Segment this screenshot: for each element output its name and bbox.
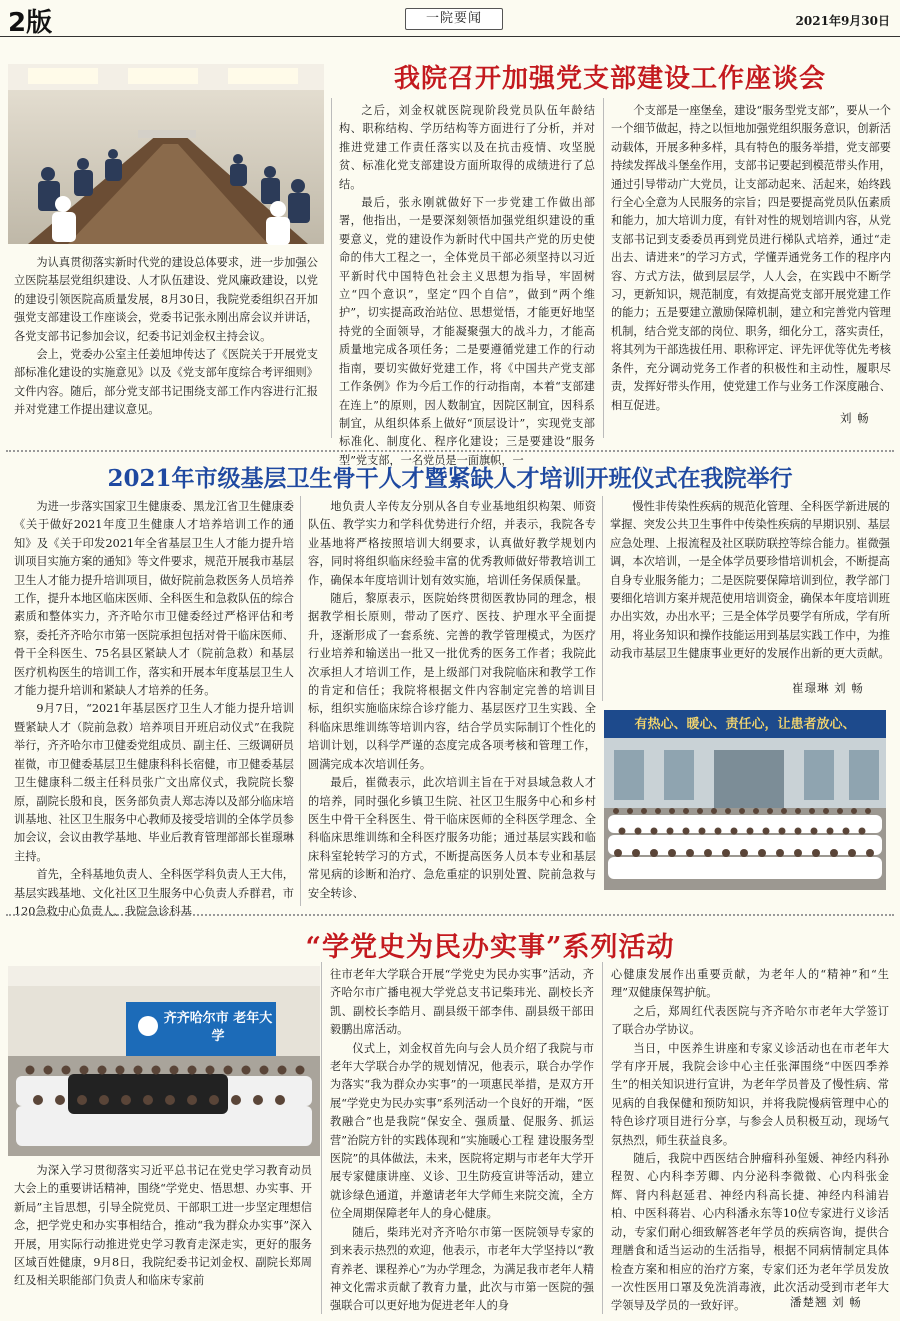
article3-author: 潘楚翘 刘 畅 [790, 1295, 862, 1309]
article2-col2-para: 地负责人辛传友分别从各自专业基地组织构架、师资队伍、教学实力和学科优势进行介绍，并表示，我院各专业基地将严格按照培训大纲要求，认真做好教学规划内容，同时将组织临床经验丰富的优秀教师做好带教培训工作，确保本年度培训计划有效实施，培训任务保质保量。 [308, 500, 596, 587]
university-sign-text: 齐齐哈尔市 老年大学 [163, 1011, 273, 1044]
article1-col1-para: 为认真贯彻落实新时代党的建设总体要求，进一步加强公立医院基层党组织建设、人才队伍建设、党风廉政建设，以党的建设引领医院高质量发展，8月30日，我院党委组织召开加强党支部建设工作座谈会，党委书记张永刚出席会议并讲话，各党支部书记参加会议，纪委书记刘金权主持会议。 [14, 256, 318, 343]
col-divider [300, 496, 301, 906]
article3-col2 [330, 966, 594, 1314]
article3-col1-para: 为深入学习贯彻落实习近平总书记在党史学习教育动员大会上的重要讲话精神，围绕“学党史、悟思想、办实事、开新局”主旨思想，引导全院党员、干部职工进一步坚定理想信念，把学党史和办实事相结合，推动“我为群众办实事”深入开展，用实际行动推进党史学习教育走深走实，更好的服务区域百姓健康，9月8日，我院纪委书记刘金权、副院长郑周红及相关职能部门负责人和临床专家前 [14, 1164, 312, 1288]
article1-col1 [14, 254, 318, 444]
article2-col1-para: 9月7日，“2021年基层医疗卫生人才能力提升培训暨紧缺人才（院前急救）培养项目开班启动仪式”在我院举行，齐齐哈尔市卫健委党组成员、副主任、三级调研员崔微，市卫健委基层卫生健康科科长宿健，市卫健委基层卫生健康科二级主任科员张广文出席仪式，我院院长黎原，副院长殷和良，医务部负责人郑志涛以及部分临床培训基地、社区卫生服务中心教师及接受培训的全体学员参加会议，会议由教学基地、毕业后教育管理部部长崔璟琳主持。 [14, 702, 294, 863]
header-rule [0, 36, 900, 37]
article2-col3 [610, 498, 890, 678]
article2-col2 [308, 498, 596, 906]
article3-col3-para: 之后，郑周红代表医院与齐齐哈尔市老年大学签订了联合办学协议。 [611, 1004, 889, 1037]
article2-author: 崔璟琳 刘 畅 [792, 681, 864, 695]
article3-col2-para: 仪式上，刘金权首先向与会人员介绍了我院与市老年大学联合办学的规划情况，他表示，联合办学作为落实“我为群众办实事”的一项惠民举措，是双方开展“学党史为民办实事”系列活动一个良好的开端，“医教融合”也是我院“保安全、强质量、促服务、抓运营”治院方针的实践体现和“实施暖心工程 建设服务型医院”的具体做法，未来，医院将定期与市老年大学开展专家健康讲座、义诊、卫生防疫宣讲等活动，建立就诊绿色通道，并邀请老年大学师生来院交流，全方位全周期保障老年人的身心健康。 [330, 1041, 594, 1221]
article2-col1-para: 首先，全科基地负责人、全科医学科负责人王大伟，基层实践基地、文化社区卫生服务中心负责人乔群君，市120急救中心负责人、我院急诊科基 [14, 868, 294, 918]
article2-col2-para: 随后，黎原表示，医院始终贯彻医教协同的理念，根据教学相长原则，带动了医疗、医技、护理水平全面提升，逐渐形成了一套系统、完善的教学管理模式，为医疗行业培养和输送出一批又一批优秀的医务工作者；我院此次承担人才培训工作，是上级部门对我院临床和教学工作的肯定和信任；我院将根据文件内容制定完善的培训目标，组织实施临床综合诊疗能力、基层医疗卫生实践、全科临床思维训练等培训内容，结合学员实际制订个性化的培训计划，以科学严谨的态度完成各项考核和管理工作，圆满完成本次培训任务。 [308, 592, 596, 771]
article1-col1-para: 会上，党委办公室主任姜旭坤传达了《医院关于开展党支部标准化建设的实施意见》以及《党支部年度综合考评细则》文件内容。随后，部分党支部书记围绕支部工作内容进行汇报并对党建工作提出建议意见。 [14, 348, 318, 417]
issue-date: 2021年9月30日 [795, 14, 890, 28]
article1-col2-para: 之后，刘金权就医院现阶段党员队伍年龄结构、职称结构、学历结构等方面进行了分析，并对推进党建工作责任落实以及在抗击疫情、攻坚脱贫、标准化党支部建设方面所取得的成绩进行了总结。 [339, 104, 595, 191]
article3-col3-para: 当日，中医养生讲座和专家义诊活动也在市老年大学有序开展，我院会诊中心主任张渾围绕“中医四季养生”的相关知识进行宣讲，为老年学员普及了慢性病、常见病的自我保健和预防知识，并将我院慢病管理中心的特色诊疗项目进行分享，与参会人员积极互动，现场气氛热烈，师生获益良多。 [611, 1041, 889, 1147]
col-divider [602, 496, 603, 701]
article1-title: 我院召开加强党支部建设工作座谈会 [393, 64, 826, 94]
article2-col1-para: 为进一步落实国家卫生健康委、黑龙江省卫生健康委《关于做好2021年度卫生健康人才培养培训工作的通知》及《关于印发2021年全省基层卫生人才能力提升培训项目实施方案的通知》等文件要求，规范开展我市基层卫生人才能力提升培训项目，做好院前急救医务人员培养工作，提升本地区临床医师、全科医生和急救队伍的综合素质和整体实力，齐齐哈尔市卫健委经过严格评估和考察，委托齐齐哈尔市第一医院承担包括对骨干临床医师、骨干全科医生、75名县区紧缺人才（院前急救）和基层医疗机构医生的培训工作，落实和开展本年度基层卫生人才能力提升培训和紧缺人才培养的任务。 [14, 500, 294, 698]
meeting-photo [8, 64, 324, 244]
article3-col2-para: 随后，柴玮光对齐齐哈尔市第一医院领导专家的到来表示热烈的欢迎，他表示，市老年大学坚持以“教育养老、课程养心”为办学理念，为满足我市老年人精神文化需求贡献了教育力量，此次与市第一医院的强强联合可以更好地为促进老年人的身 [330, 1225, 594, 1313]
section-divider [6, 450, 894, 452]
article3-col1 [14, 1162, 312, 1314]
article1-col2-para: 最后，张永刚就做好下一步党建工作做出部署，他指出，一是要深刻领悟加强党组织建设的重要意义，党的建设作为新时代中国共产党的历史使命的伟大工程之一，全体党员干部必须坚持以习近平新时代中国特色社会主义思想为指导，牢固树立“四个意识”，坚定“四个自信”，做到“两个维护”，切实提高政治站位、思想觉悟，才能更好地坚持党的全面领导，才能凝聚强大的战斗力，才能高质量地完成各项任务；二是要遵循党建工作的行动指南，要切实做好党建工作，将《中国共产党支部工作条例》作为今后工作的行动指南，本着“支部建在连上”的原则，因人数制宜，因院区制宜，因科系制宜，从组织体系上做好“顶层设计”，实现党支部标准化、制度化、程序化建设；三是要建设“服务型”党支部，一名党员是一面旗帜，一 [339, 196, 595, 467]
hospital-banner-text: 有热心、暖心、责任心，让患者放心、 [634, 717, 856, 732]
page-header [0, 0, 900, 36]
activity-photo-image [8, 966, 320, 1156]
article3-col3-para: 心健康发展作出重要贡献，为老年人的“精神”和“生理”双健康保驾护航。 [611, 968, 889, 1000]
col-divider [331, 98, 332, 438]
article3-col2-para: 往市老年大学联合开展“学党史为民办实事”活动，齐齐哈尔市广播电视大学党总支书记柴玮光、副校长齐凯、副校长李皓月、副县级干部李伟、副县级干部田毅鹏出席活动。 [330, 968, 594, 1037]
article3-title: “学党史为民办实事”系列活动 [305, 932, 675, 963]
col-divider [603, 98, 604, 438]
article1-col3-para: 个支部是一座堡垒，建设“服务型党支部”，要从一个一个细节做起，持之以恒地加强党组织服务意识，创新活动载体，开展多种多样，具有特色的服务举措，党支部要持续发挥战斗堡垒作用，支部书记要起到模范带头作用，通过引导带动广大党员，让支部动起来、活起来，始终践行全心全意为人民服务的宗旨；四是要提高党员队伍素质和能力，加大培训力度，有针对性的规划培训内容，从党支部书记到支委委员再到党员进行梯队式培养，通过“走出去、请进来”的学习方式，学懂弄通党务工作的程序内容、方式方法，做到层层学，人人会，在实践中不断学习，更新知识，规范制度，有效提高党支部开展党建工作的能力；五是要建立激励保障机制，建立和完善党内管理机制，结合党支部的岗位、职务，细化分工，落实责任，将其列为干部选拔任用、职称评定、评先评优等优先考核条件，充分调动党务工作者的积极性和主动性，履职尽责，发挥好带头作用，使党建工作与业务工作深度融合、相互促进。 [611, 104, 891, 412]
group-photo [604, 710, 886, 890]
activity-photo [8, 966, 320, 1156]
col-divider [321, 962, 322, 1314]
article2-col2-para: 最后，崔微表示，此次培训主旨在于对县域急救人才的培养，同时强化乡镇卫生院、社区卫生服务中心和乡村医生中骨干全科医生、骨干临床医师的全科医学理念、全科临床思维训练和全科医疗服务功能；通过基层实践和临床科室轮转学习的方式，不断提高医务人员本专业和基层常见病的诊断和治疗、急危重症的识别处置、院前急救与安全转诊、 [308, 776, 596, 900]
col-divider [602, 962, 603, 1314]
section-divider [6, 914, 894, 916]
group-photo-image [604, 710, 886, 890]
article1-col2 [339, 102, 595, 467]
article2-title: 2021年市级基层卫生骨干人才暨紧缺人才培训开班仪式在我院举行 [107, 465, 793, 492]
article2-col3-para: 慢性非传染性疾病的规范化管理、全科医学新进展的掌握、突发公共卫生事件中传染性疾病的早期识别、基层应急处理、上报流程及社区联防联控等综合能力。崔微强调，本次培训，一是全体学员要珍惜培训机会，不断提高自身专业服务能力；二是医院要保障培训到位，教学部门要细化培训方案并规范使用培训资金，确保本年度培训班办出实效，办出水平；三是全体学员要学有所成，学有所用，将业务知识和操作技能运用到基层实践工作中，为推动我市基层卫生健康事业更好的发展作出新的更大贡献。 [610, 500, 890, 661]
meeting-photo-image [8, 64, 324, 244]
column-name: 一院要闻 [405, 8, 503, 30]
article1-author: 刘 畅 [840, 411, 870, 425]
article2-col1 [14, 498, 294, 918]
page-number: 2版 [8, 8, 53, 38]
article3-col3-para: 随后，我院中西医结合肿瘤科孙玺媛、神经内科孙程贺、心内科李芳卿、内分泌科李微微、心内科张金辉、肾内科赵延君、神经内科高长捷、神经内科浦岩柏、中医科蒋岩、心内科潘永东等10位专家进行义诊活动，专家们耐心细致解答老年学员的疾病咨询，提供合理膳食和适当运动的生活指导，根据不同病情制定具体检查方案和相应的治疗方案，专家们还为老年学员发放一次性医用口罩及免洗消毒液，此次活动受到市老年大学领导及学员的一致好评。 [611, 1152, 889, 1313]
article1-col3 [611, 102, 891, 412]
